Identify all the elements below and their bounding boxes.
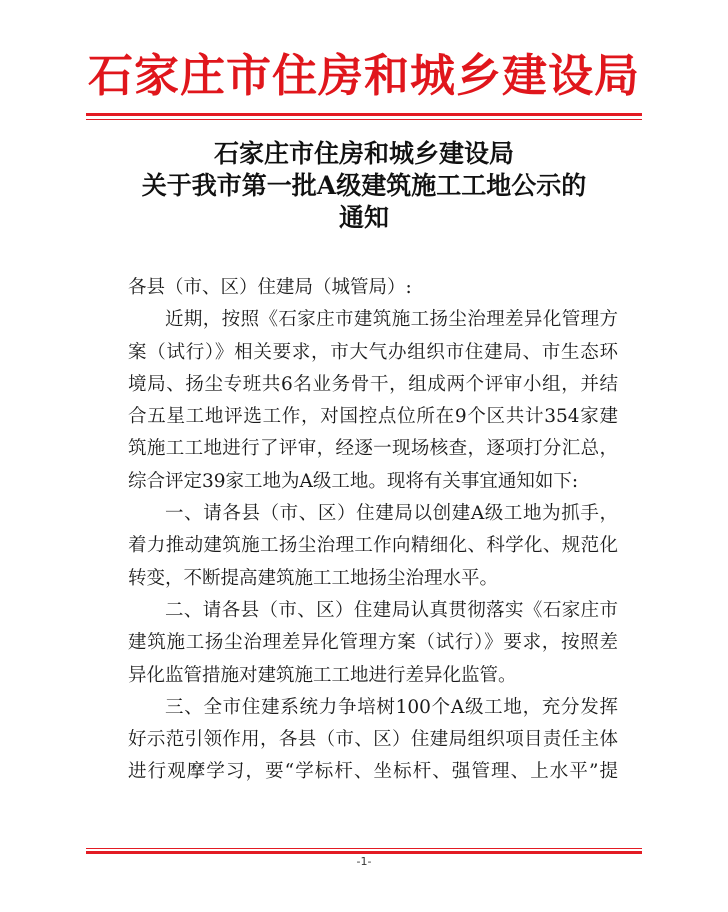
title-line: 关于我市第一批A级建筑施工工地公示的	[141, 171, 587, 200]
footer-rule-thick	[86, 851, 642, 854]
masthead-rule-thick	[86, 113, 642, 116]
paragraph-line: 二、请各县（市、区）住建局认真贯彻落实《石家庄市	[165, 599, 618, 621]
paragraph-line: 合五星工地评选工作，对国控点位所在9个区共计354家建	[128, 406, 618, 428]
paragraph-intro	[128, 304, 618, 498]
document-title	[0, 138, 728, 234]
paragraph-item-3	[128, 692, 618, 789]
paragraph-line: 案（试行）》相关要求，市大气办组织市住建局、市生态环	[128, 341, 618, 363]
paragraph-line: 综合评定39家工地为A级工地。现将有关事宜通知如下:	[128, 470, 579, 492]
paragraph-line: 转变，不断提高建筑施工工地扬尘治理水平。	[128, 567, 499, 589]
paragraph-line: 异化监管措施对建筑施工工地进行差异化监管。	[128, 664, 517, 686]
paragraph-line: 进行观摩学习，要“学标杆、坐标杆、强管理、上水平”提	[128, 761, 618, 783]
salutation: 各县（市、区）住建局（城管局）:	[128, 277, 412, 298]
paragraph-line: 建筑施工扬尘治理差异化管理方案（试行）》要求，按照差	[128, 632, 618, 654]
title-line: 石家庄市住房和城乡建设局	[213, 139, 514, 168]
agency-masthead: 石家庄市住房和城乡建设局	[87, 49, 640, 102]
paragraph-line: 境局、扬尘专班共6名业务骨干，组成两个评审小组，并结	[128, 373, 618, 395]
paragraph-line: 着力推动建筑施工扬尘治理工作向精细化、科学化、规范化	[128, 535, 618, 557]
paragraph-item-2	[128, 595, 618, 692]
paragraph-line: 好示范引领作用，各县（市、区）住建局组织项目责任主体	[128, 729, 618, 751]
footer-rule-thin	[86, 848, 642, 849]
page-number: -1-	[356, 855, 372, 868]
paragraph-item-1	[128, 498, 618, 595]
paragraph-line: 三、全市住建系统力争培树100个A级工地，充分发挥	[165, 696, 618, 718]
paragraph-line: 一、请各县（市、区）住建局以创建A级工地为抓手，	[165, 503, 618, 525]
document-body	[128, 272, 618, 789]
title-line: 通知	[338, 203, 389, 232]
paragraph-line: 筑施工工地进行了评审，经逐一现场核查，逐项打分汇总，	[128, 438, 618, 460]
paragraph-line: 近期，按照《石家庄市建筑施工扬尘治理差异化管理方	[165, 309, 618, 331]
masthead-rule-thin	[86, 119, 642, 120]
